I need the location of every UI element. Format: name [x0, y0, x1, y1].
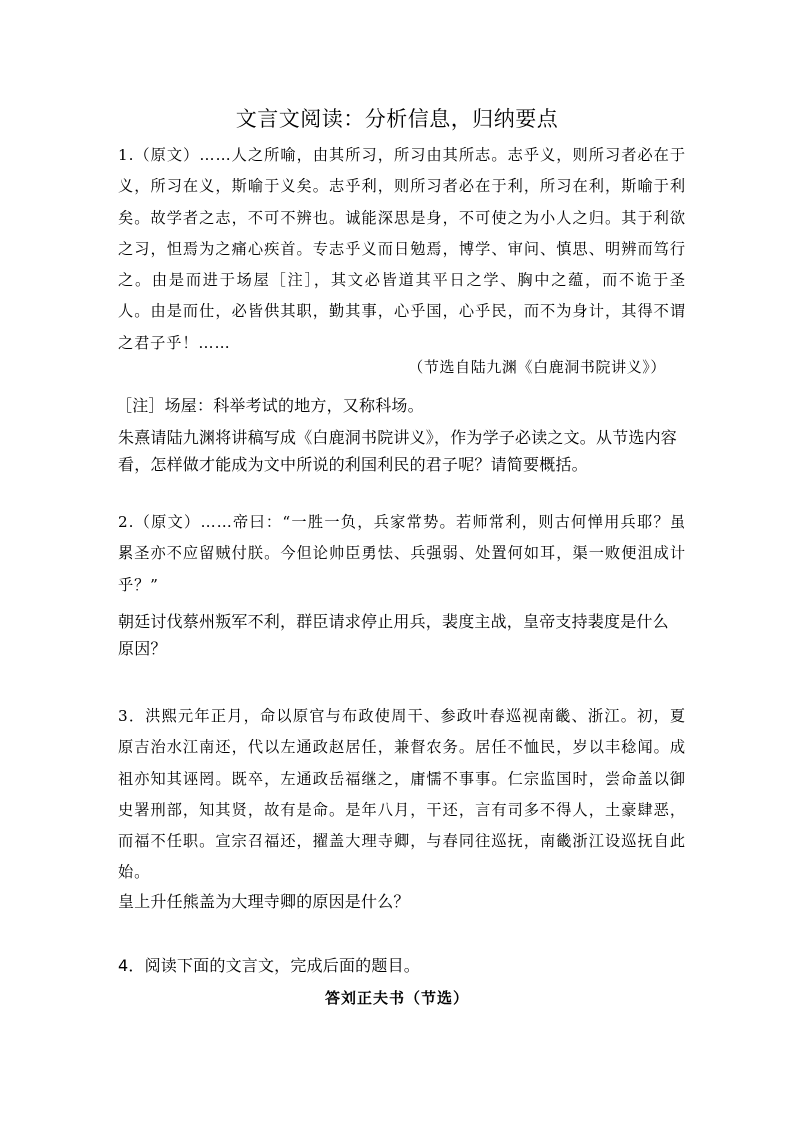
question-3-original	[118, 701, 686, 889]
question-3-prompt	[118, 888, 684, 915]
q4-intro-text: 4．阅读下面的文言文，完成后面的题目。	[118, 956, 420, 975]
question-1-prompt	[118, 424, 684, 478]
q3-original-text: 3．洪熙元年正月，命以原官与布政使周干、参政叶春巡视南畿、浙江。初，夏原吉治水江南还，代以左通政赵居任，兼督农务。居任不恤民，岁以丰稔闻。成祖亦知其诬罔。既卒，左通政岳福继之，庸懦不事事。仁宗监国时，尝命盖以御史署刑部，知其贤，故有是命。是年八月，干还，言有司多不得人，土豪肆恶，而福不任职。宣宗召福还，擢盖大理寺卿，与春同往巡抚，南畿浙江设巡抚自此始。	[118, 707, 686, 882]
page-title: 文言文阅读：分析信息，归纳要点	[235, 107, 559, 131]
q1-footnote: ［注］场屋：科举考试的地方，又称科场。	[116, 396, 424, 415]
question-1-original	[118, 140, 686, 359]
q3-question-text: 皇上升任熊盖为大理寺卿的原因是什么？	[118, 892, 410, 911]
q2-original-text: 2.（原文）……帝曰：“一胜一负，兵家常势。若师常利，则古何惮用兵耶？虽累圣亦不应留贼付朕。今但论帅臣勇怯、兵强弱、处置何如耳，渠一败便沮成计乎？”	[118, 513, 686, 594]
question-4-intro	[118, 952, 684, 979]
q2-question-text: 朝廷讨伐蔡州叛军不利，群臣请求停止用兵，裴度主战，皇帝支持裴度是什么原因？	[118, 612, 669, 658]
q4-passage-title: 答刘正夫书（节选）	[324, 989, 469, 1007]
q1-question-text: 朱熹请陆九渊将讲稿写成《白鹿洞书院讲义》，作为学子必读之文。从节选内容看，怎样做才能成为文中所说的利国利民的君子呢？请简要概括。	[118, 428, 678, 474]
question-2-original	[118, 507, 686, 601]
q1-original-text: 1.（原文）……人之所喻，由其所习，所习由其所志。志乎义，则所习者必在于义，所习在义，斯喻于义矣。志乎利，则所习者必在于利，所习在利，斯喻于利矣。故学者之志，不可不辨也。诚能深思是身，不可使之为小人之归。其于利欲之习，怛焉为之痛心疾首。专志乎义而日勉焉，博学、审问、慎思、明辨而笃行之。由是而进于场屋［注］，其文必皆道其平日之学、胸中之蕴，而不诡于圣人。由是而仕，必皆供其职，勤其事，心乎国，心乎民，而不为身计，其得不谓之君子乎！……	[118, 146, 686, 352]
q1-source-citation: （节选自陆九渊《白鹿洞书院讲义》）	[408, 358, 666, 376]
question-2-prompt	[118, 608, 684, 662]
